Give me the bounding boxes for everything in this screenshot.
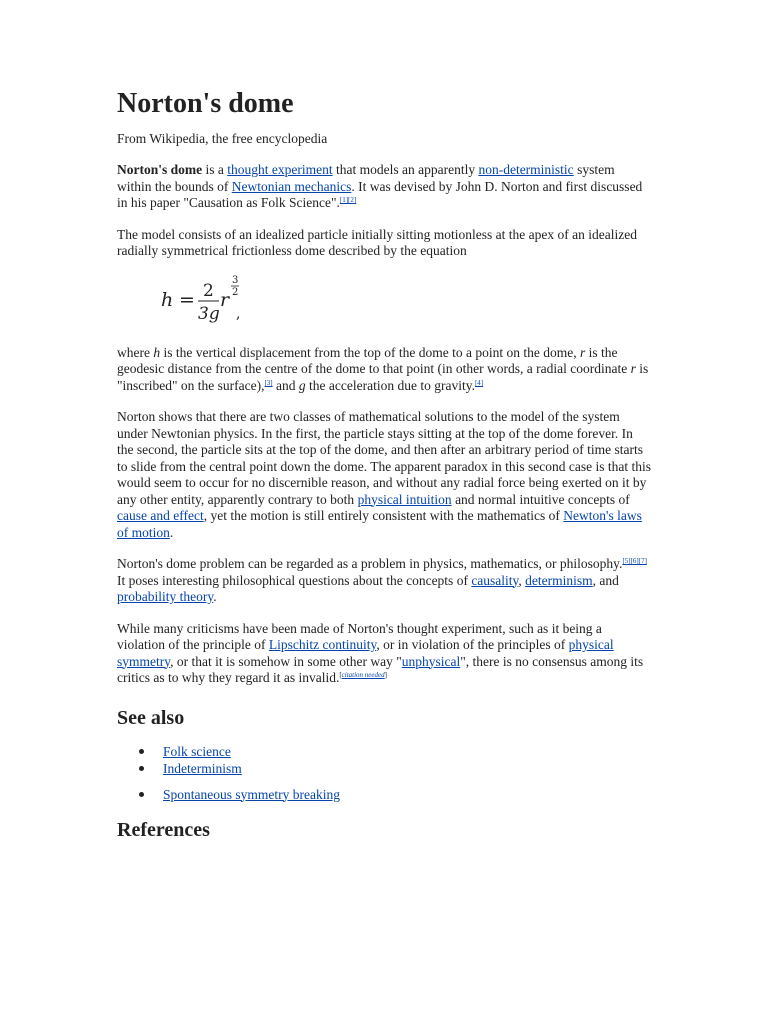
link-lipschitz-continuity[interactable]: Lipschitz continuity [268,637,377,652]
reference-3[interactable]: [3] [264,378,273,387]
link-newtons-laws-of-motion[interactable]: Newton's laws of motion [117,508,642,540]
equation-graphic [157,268,277,330]
paragraph-intro: Norton's dome is a thought experiment that models an apparently non-deterministic system within the bounds of Newtonian mechanics. It was devised by John D. Norton and first discussed in his paper "Causation as Folk Science".[1][2] [117,162,643,210]
link-cause-and-effect[interactable]: cause and effect [117,508,204,523]
link-physical-intuition[interactable]: physical intuition [357,491,452,507]
see-also-heading: See also [117,706,185,729]
bullet-icon [139,749,144,754]
references-heading: References [117,818,210,841]
equation-numerator: 2 [203,280,214,301]
exponent-denominator: 2 [232,286,239,298]
article-body [117,86,652,843]
link-spontaneous-symmetry-breaking[interactable]: Spontaneous symmetry breaking [163,786,340,802]
page-title: Norton's dome [117,88,294,119]
paragraph-where: where h is the vertical displacement from the top of the dome to a point on the dome, r is the geodesic distance from the centre of the dome to that point (in other words, a radial coordinate r is "inscribed" on the surface),[3] and g the acceleration due to gravity.[4] [117,344,649,393]
paragraph-philosophy: Norton's dome problem can be regarded as a problem in physics, mathematics, or philosophy.[5][6][7] It poses interesting philosophical questions about the concepts of causality, determinism, and probability theory. [117,556,647,604]
link-unphysical[interactable]: unphysical [401,653,461,669]
link-determinism[interactable]: determinism [525,572,593,588]
paragraph-solutions: Norton shows that there are two classes of mathematical solutions to the model of the system under Newtonian physics. In the first, the particle stays sitting at the top of the dome forever. In the second, the particle sits at the top of the dome, and then after an arbitrary period of time starts to slide from the central point down the dome. The apparent paradox in this second case is that this would seem to occur for no discernible reason, and without any radial force being exerted on it by any other entity, apparently contrary to both physical intuition and normal intuitive concepts of cause and effect, yet the motion is still entirely consistent with the mathematics of Newton's laws of motion. [117,409,651,540]
list-item [117,786,652,803]
bold-term: Norton's dome [117,162,203,177]
bullet-icon [139,766,144,771]
reference-5-6-7[interactable]: [5][6][7] [622,557,647,565]
list-item [117,743,652,760]
exponent-numerator: 3 [232,274,239,286]
see-also-list [117,743,652,803]
link-causality[interactable]: causality [471,572,519,588]
citation-needed-link[interactable]: citation needed [341,671,385,679]
reference-4[interactable]: [4] [474,378,484,387]
link-folk-science[interactable]: Folk science [163,743,231,759]
link-physical-symmetry[interactable]: physical symmetry [117,637,614,669]
reference-1-2[interactable]: [1][2] [339,196,357,204]
link-non-deterministic[interactable]: non-deterministic [478,162,574,177]
paragraph-criticisms: While many criticisms have been made of Norton's thought experiment, such as it being a violation of the principle of Lipschitz continuity, or in violation of the principles of physical symmetry, or that it is somehow in some other way "unphysical", there is no consensus among its critics as to why they regard it as invalid.[citation needed] [117,620,644,685]
bullet-icon [139,792,144,797]
equation-lhs: h [161,288,174,311]
equation-denominator: 3g [198,303,220,324]
link-indeterminism[interactable]: Indeterminism [163,760,242,776]
equation-equals: = [179,288,195,311]
equation-comma: , [236,305,241,322]
dome-equation [117,268,652,330]
equation-base: r [220,288,230,311]
site-tagline: From Wikipedia, the free encyclopedia [117,131,328,146]
link-thought-experiment[interactable]: thought experiment [227,162,333,177]
link-newtonian-mechanics[interactable]: Newtonian mechanics [231,178,352,194]
paragraph-model: The model consists of an idealized particle initially sitting motionless at the apex of an idealized radially symmetrical frictionless dome described by the equation [117,226,637,258]
list-item [117,760,652,777]
link-probability-theory[interactable]: probability theory [117,589,214,604]
